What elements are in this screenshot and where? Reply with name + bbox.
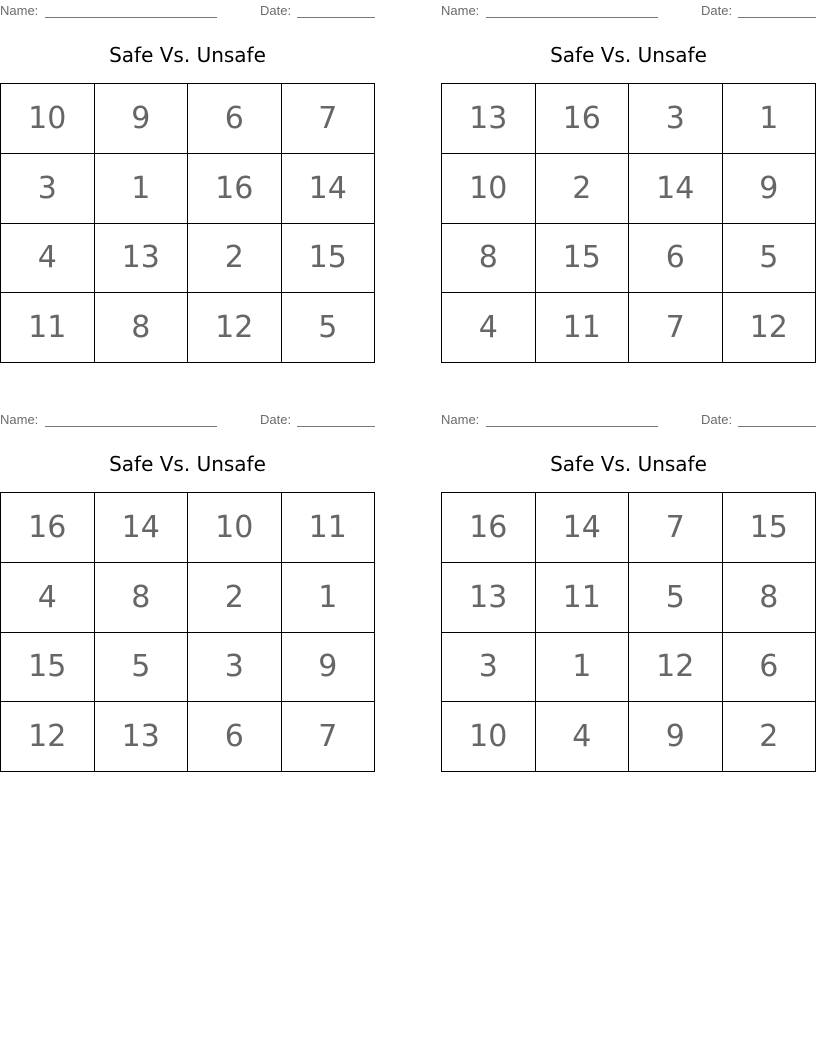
grid-cell: 2 [188,563,282,633]
grid-cell: 14 [95,493,189,563]
card-title: Safe Vs. Unsafe [550,43,707,67]
grid-cell: 13 [442,563,536,633]
grid-cell: 7 [282,702,376,772]
grid-cell: 5 [629,563,723,633]
grid-cell: 2 [723,702,816,772]
grid-cell: 11 [282,493,376,563]
grid-cell: 10 [442,702,536,772]
grid-cell: 1 [282,563,376,633]
grid-cell: 12 [1,702,95,772]
grid-cell: 16 [442,493,536,563]
grid-cell: 14 [536,493,630,563]
bingo-card [0,0,375,380]
grid-cell: 5 [282,293,376,363]
bingo-card [441,0,816,380]
date-label: Date: [260,3,292,18]
grid-cell: 14 [282,154,376,224]
grid-cell: 8 [723,563,816,633]
grid-cell: 15 [282,224,376,294]
grid-cell: 16 [1,493,95,563]
grid-cell: 4 [442,293,536,363]
grid-cell: 9 [723,154,816,224]
date-label: Date: [260,412,292,427]
card-header-fields [0,412,375,428]
grid-cell: 16 [188,154,282,224]
grid-cell: 6 [188,84,282,154]
grid-cell: 10 [188,493,282,563]
grid-cell: 4 [536,702,630,772]
date-field-line [297,17,375,18]
card-header-fields [441,3,816,19]
date-label: Date: [701,412,733,427]
grid-cell: 13 [442,84,536,154]
name-field-line [486,426,658,427]
date-field-line [738,426,816,427]
date-label: Date: [701,3,733,18]
grid-cell: 7 [629,493,723,563]
card-title: Safe Vs. Unsafe [109,452,266,476]
name-label: Name: [441,412,480,427]
grid-cell: 12 [723,293,816,363]
grid-cell: 9 [95,84,189,154]
grid-cell: 3 [1,154,95,224]
card-header-fields [0,3,375,19]
name-field-line [45,17,217,18]
grid-cell: 8 [95,563,189,633]
grid-cell: 6 [629,224,723,294]
grid-cell: 9 [629,702,723,772]
grid-cell: 7 [629,293,723,363]
name-label: Name: [0,412,39,427]
name-label: Name: [441,3,480,18]
grid-cell: 15 [1,633,95,703]
grid-cell: 13 [95,224,189,294]
grid-cell: 9 [282,633,376,703]
name-label: Name: [0,3,39,18]
grid-cell: 15 [536,224,630,294]
grid-cell: 16 [536,84,630,154]
name-field-line [45,426,217,427]
grid-cell: 12 [629,633,723,703]
grid-cell: 11 [536,293,630,363]
name-field-line [486,17,658,18]
date-field-line [297,426,375,427]
grid-cell: 7 [282,84,376,154]
grid-cell: 3 [629,84,723,154]
date-field-line [738,17,816,18]
grid-cell: 1 [536,633,630,703]
grid-cell: 6 [723,633,816,703]
number-grid [0,492,375,772]
grid-cell: 3 [188,633,282,703]
grid-cell: 10 [442,154,536,224]
bingo-card [441,409,816,789]
grid-cell: 11 [536,563,630,633]
grid-cell: 5 [723,224,816,294]
grid-cell: 1 [723,84,816,154]
card-title: Safe Vs. Unsafe [109,43,266,67]
grid-cell: 12 [188,293,282,363]
grid-cell: 11 [1,293,95,363]
number-grid [441,83,816,363]
number-grid [441,492,816,772]
grid-cell: 10 [1,84,95,154]
card-title: Safe Vs. Unsafe [550,452,707,476]
grid-cell: 15 [723,493,816,563]
grid-cell: 3 [442,633,536,703]
number-grid [0,83,375,363]
grid-cell: 4 [1,563,95,633]
grid-cell: 8 [442,224,536,294]
grid-cell: 1 [95,154,189,224]
grid-cell: 2 [536,154,630,224]
grid-cell: 6 [188,702,282,772]
grid-cell: 13 [95,702,189,772]
card-header-fields [441,412,816,428]
grid-cell: 2 [188,224,282,294]
grid-cell: 5 [95,633,189,703]
grid-cell: 4 [1,224,95,294]
grid-cell: 8 [95,293,189,363]
bingo-card [0,409,375,789]
grid-cell: 14 [629,154,723,224]
